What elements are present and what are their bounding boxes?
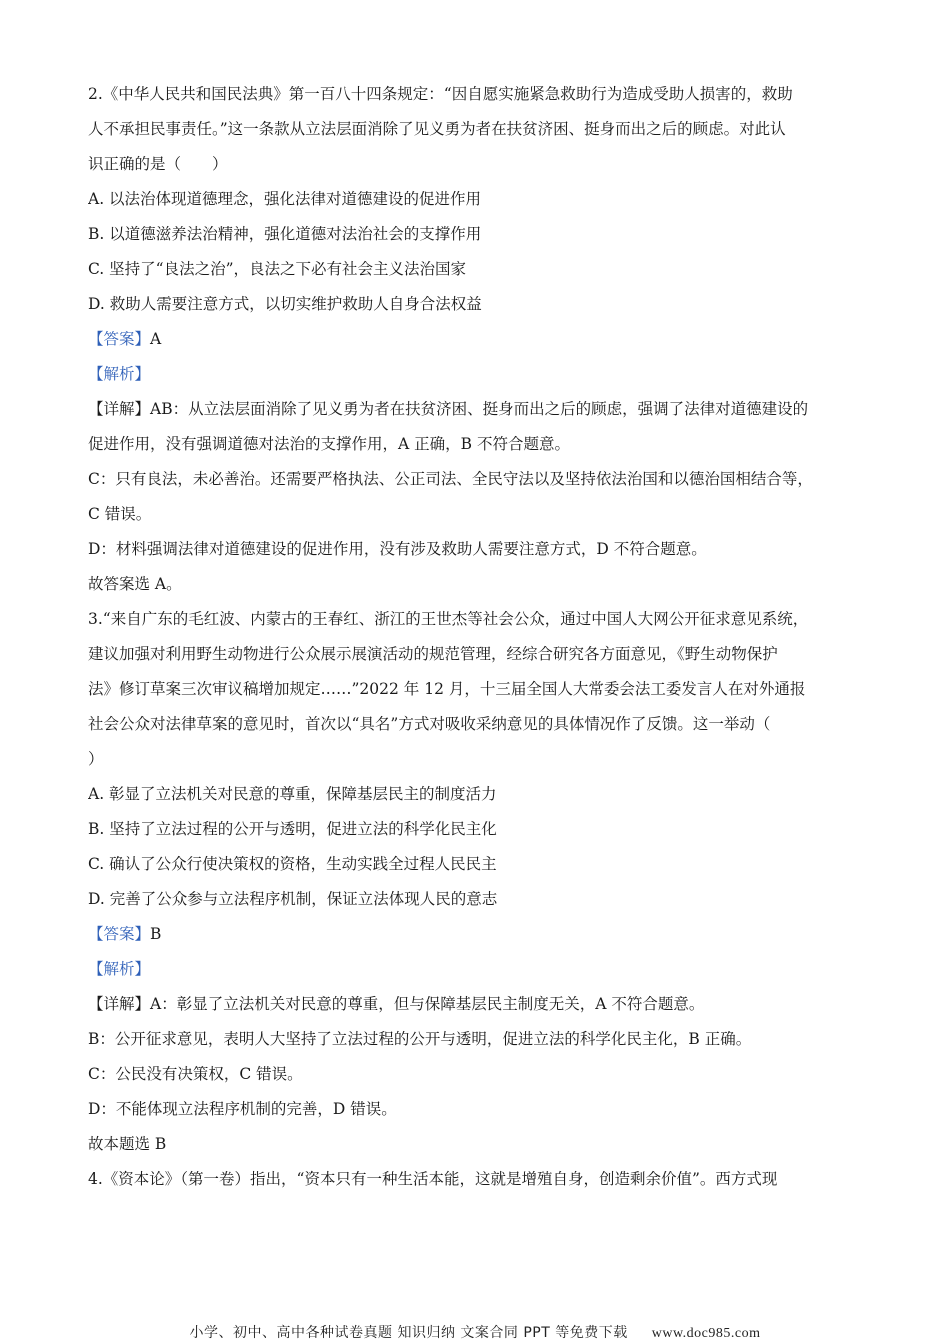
- detail-tag: 【详解】: [88, 400, 151, 418]
- question-stem-line: 法》修订草案三次审议稿增加规定……”2022 年 12 月，十三届全国人大常委会法工委发言人在对外通报: [88, 680, 806, 698]
- question-2: [88, 77, 868, 602]
- document-body: [88, 77, 868, 1197]
- question-stem-line: 人不承担民事责任。”这一条款从立法层面消除了见义勇为者在扶贫济困、挺身而出之后的顾虑。对此认: [88, 120, 786, 138]
- option-c: C. 坚持了“良法之治”，良法之下必有社会主义法治国家: [88, 260, 467, 278]
- detail-line: [88, 392, 868, 427]
- detail-line: D：材料强调法律对道德建设的促进作用，没有涉及救助人需要注意方式，D 不符合题意。: [88, 540, 707, 558]
- answer-line: [88, 322, 868, 357]
- page-footer: [0, 1322, 950, 1342]
- detail-line: C：只有良法，未必善治。还需要严格执法、公正司法、全民守法以及坚持依法治国和以德治国相结合等，: [88, 470, 813, 488]
- answer-line: [88, 917, 868, 952]
- analysis-line: [88, 952, 868, 987]
- detail-line: B：公开征求意见，表明人大坚持了立法过程的公开与透明，促进立法的科学化民主化，B 正确。: [88, 1030, 752, 1048]
- detail-tag: 【详解】: [88, 995, 151, 1013]
- detail-line: [88, 987, 868, 1022]
- question-stem-line: 建议加强对利用野生动物进行公众展示展演活动的规范管理，经综合研究各方面意见，《野生动物保护: [88, 645, 778, 663]
- option-c: C. 确认了公众行使决策权的资格，生动实践全过程人民民主: [88, 855, 497, 873]
- answer-value: B: [150, 925, 162, 943]
- detail-text: A：彰显了立法机关对民意的尊重，但与保障基层民主制度无关，A 不符合题意。: [150, 995, 705, 1013]
- question-stem-line: 识正确的是（ ）: [88, 155, 228, 173]
- analysis-tag: 【解析】: [88, 365, 151, 383]
- question-3: [88, 602, 868, 1162]
- option-b: B. 以道德滋养法治精神，强化道德对法治社会的支撑作用: [88, 225, 482, 243]
- option-b: B. 坚持了立法过程的公开与透明，促进立法的科学化民主化: [88, 820, 497, 838]
- option-a: A. 彰显了立法机关对民意的尊重，保障基层民主的制度活力: [88, 785, 497, 803]
- detail-text: AB：从立法层面消除了见义勇为者在扶贫济困、挺身而出之后的顾虑，强调了法律对道德建设的: [150, 400, 809, 418]
- analysis-line: [88, 357, 868, 392]
- question-stem-line: 社会公众对法律草案的意见时，首次以“具名”方式对吸收采纳意见的具体情况作了反馈。这一举动（: [88, 715, 771, 733]
- detail-line: 促进作用，没有强调道德对法治的支撑作用，A 正确，B 不符合题意。: [88, 435, 570, 453]
- conclusion-line: 故本题选 B: [88, 1135, 167, 1153]
- detail-line: D：不能体现立法程序机制的完善，D 错误。: [88, 1100, 397, 1118]
- analysis-tag: 【解析】: [88, 960, 151, 978]
- option-a: A. 以法治体现道德理念，强化法律对道德建设的促进作用: [88, 190, 482, 208]
- answer-tag: 【答案】: [88, 330, 151, 348]
- detail-line: C：公民没有决策权，C 错误。: [88, 1065, 303, 1083]
- question-4: [88, 1162, 868, 1197]
- footer-text: 小学、初中、高中各种试卷真题 知识归纳 文案合同 PPT 等免费下载: [189, 1325, 628, 1341]
- footer-url[interactable]: www.doc985.com: [651, 1326, 761, 1341]
- detail-line: C 错误。: [88, 505, 152, 523]
- question-stem-line: 4.《资本论》（第一卷）指出，“资本只有一种生活本能，这就是增殖自身，创造剩余价值”。西方式现: [88, 1170, 778, 1188]
- answer-tag: 【答案】: [88, 925, 151, 943]
- question-stem-line: 2.《中华人民共和国民法典》第一百八十四条规定：“因自愿实施紧急救助行为造成受助人损害的，救助: [88, 85, 793, 103]
- answer-value: A: [150, 330, 162, 348]
- question-stem-line: ）: [88, 750, 104, 768]
- option-d: D. 救助人需要注意方式，以切实维护救助人自身合法权益: [88, 295, 482, 313]
- option-d: D. 完善了公众参与立法程序机制，保证立法体现人民的意志: [88, 890, 498, 908]
- question-stem-line: 3.“来自广东的毛红波、内蒙古的王春红、浙江的王世杰等社会公众，通过中国人大网公开征求意见系统，: [88, 610, 809, 628]
- conclusion-line: 故答案选 A。: [88, 575, 182, 593]
